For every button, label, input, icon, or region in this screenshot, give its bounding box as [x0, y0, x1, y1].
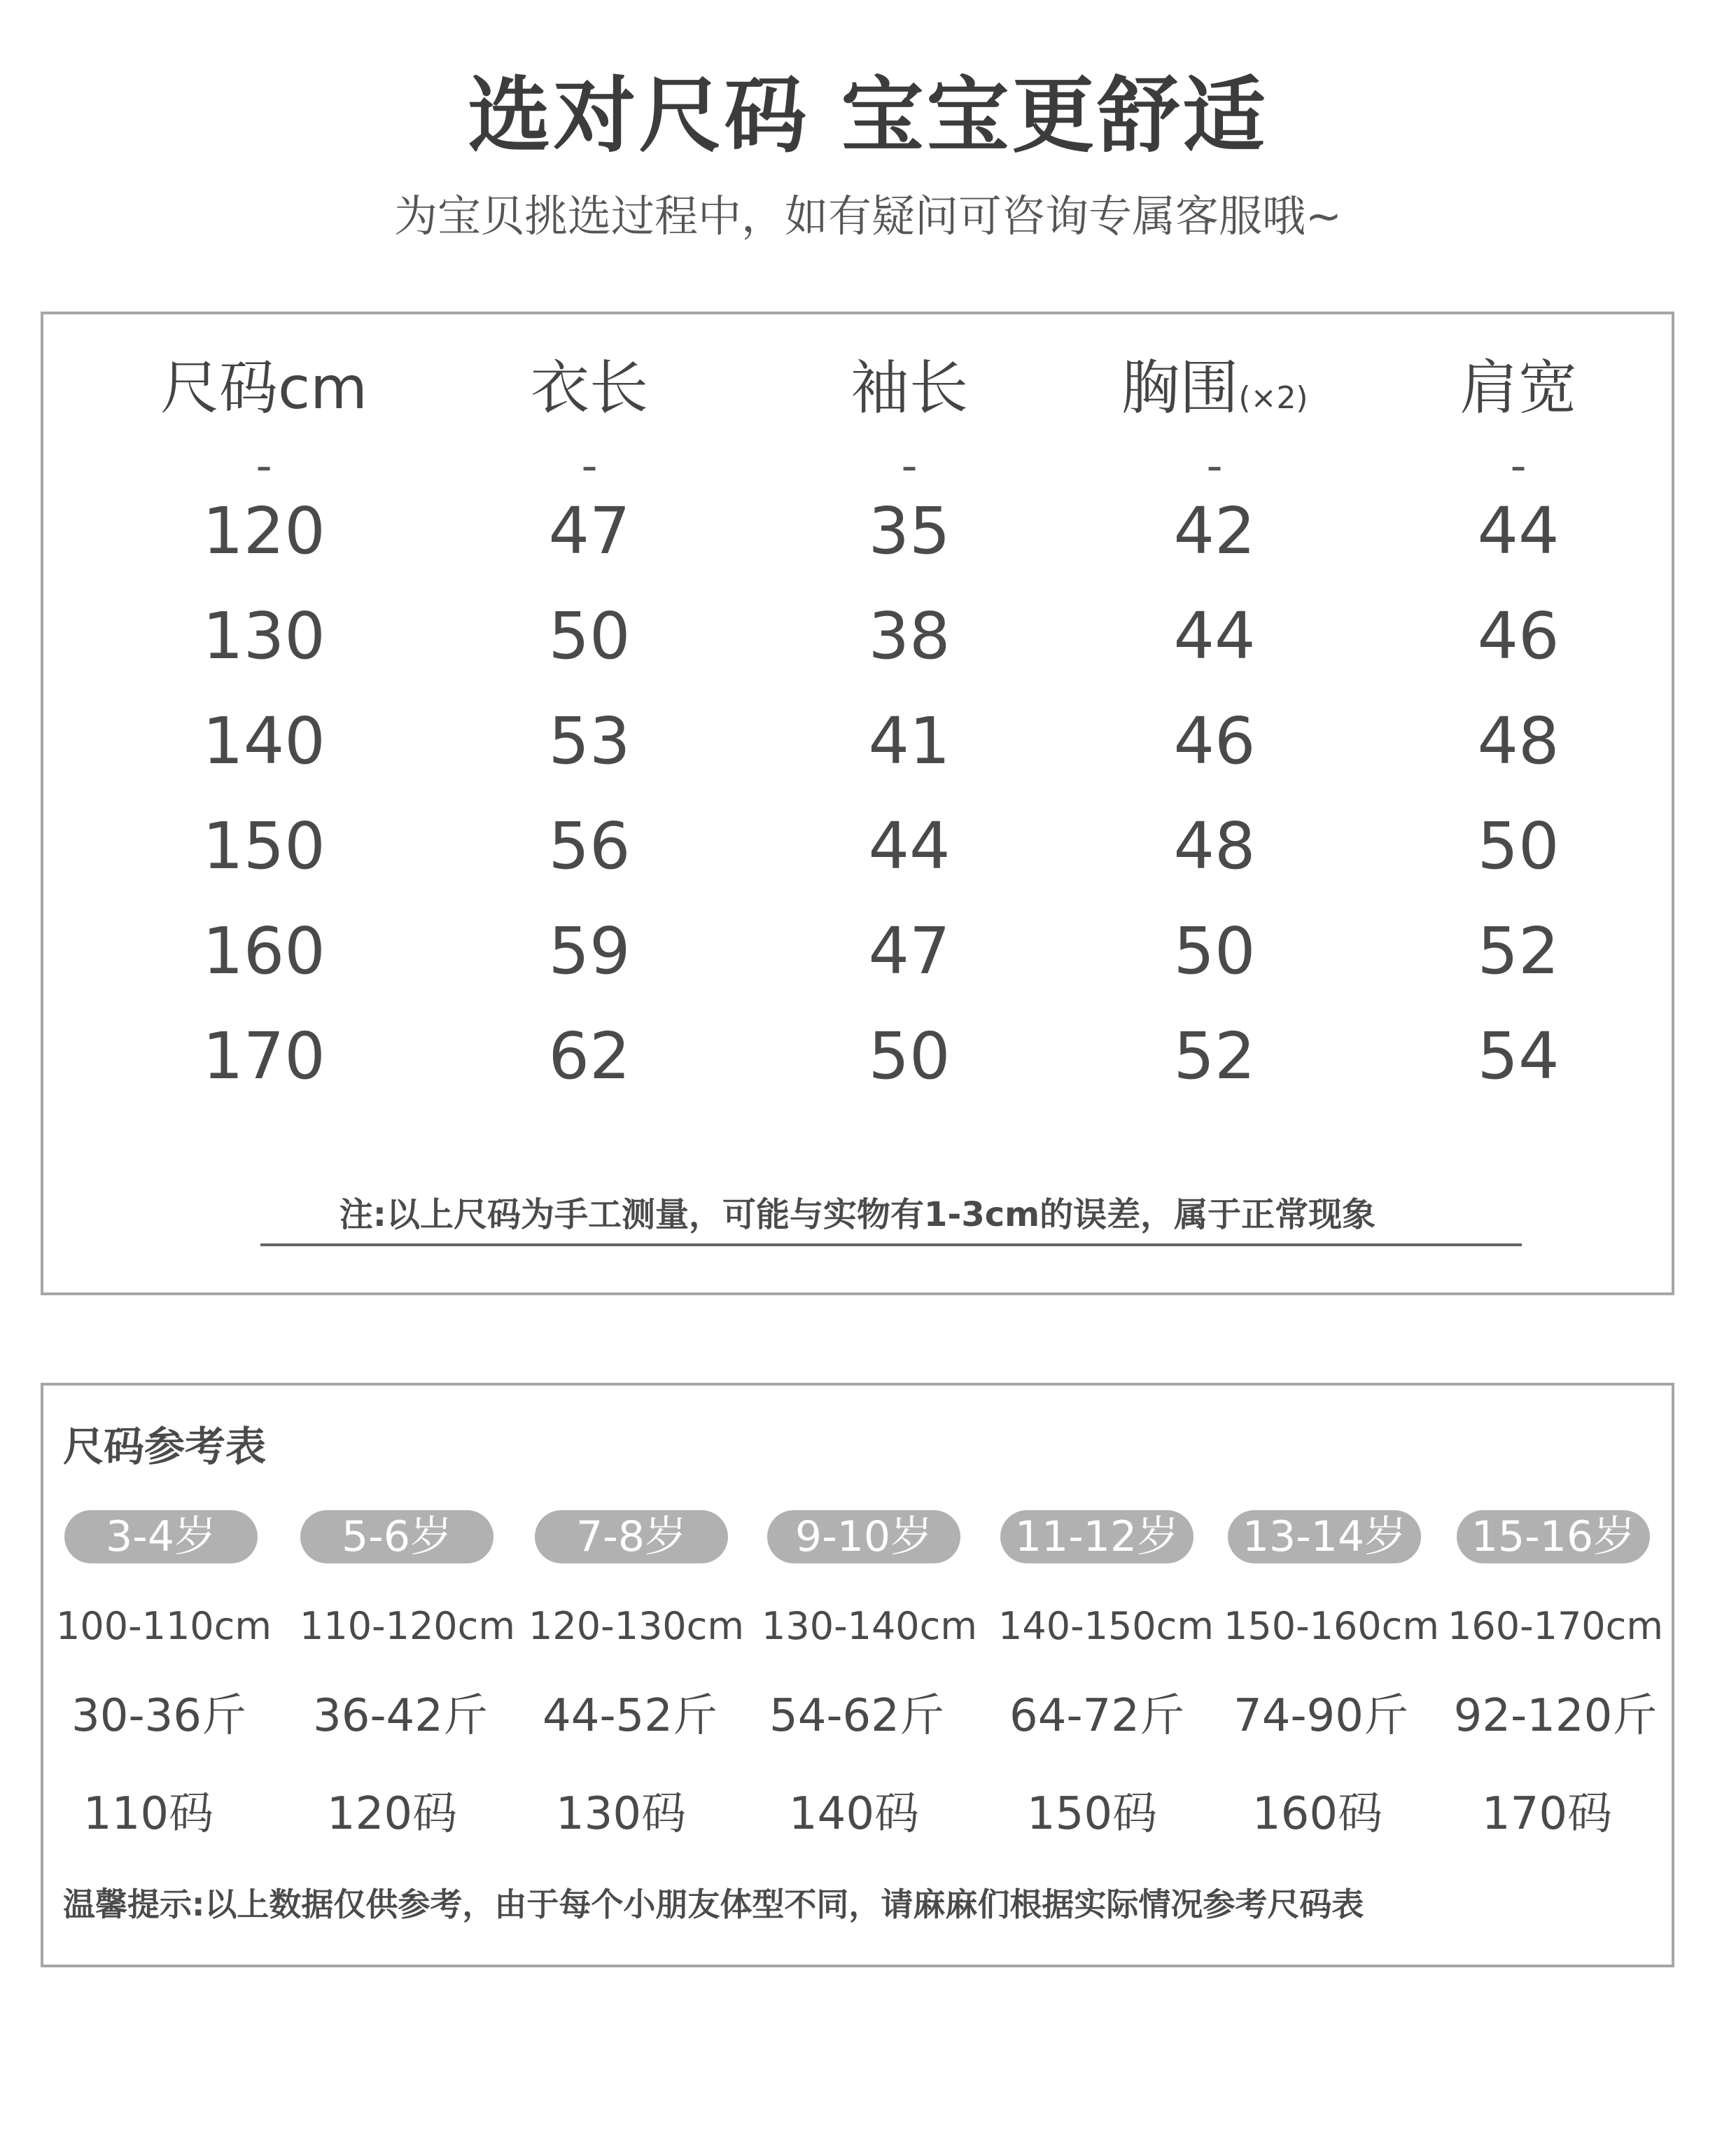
table-cell: 52 [1173, 1019, 1256, 1094]
weight-range: 44-52斤 [542, 1690, 718, 1742]
age-badge: 15-16岁 [1457, 1510, 1650, 1563]
table-cell: 47 [868, 914, 951, 989]
table-cell: 62 [548, 1019, 631, 1094]
table-cell: 59 [548, 914, 631, 989]
table-cell: 140 [202, 704, 326, 779]
table-cell: 35 [868, 494, 951, 569]
age-badge: 5-6岁 [300, 1510, 493, 1563]
age-badge: 7-8岁 [535, 1510, 728, 1563]
measurement-note: 注:以上尺码为手工测量，可能与实物有1-3cm的误差，属于正常现象 [339, 1195, 1376, 1234]
table-cell: 42 [1173, 494, 1256, 569]
age-badge: 9-10岁 [767, 1510, 960, 1563]
weight-range: 54-62斤 [769, 1690, 944, 1742]
weight-range: 36-42斤 [313, 1690, 488, 1742]
height-range: 130-140cm [762, 1604, 977, 1648]
table-cell: 47 [548, 494, 631, 569]
header-label: 肩宽 [1459, 354, 1578, 422]
note-underline [260, 1243, 1522, 1246]
page-title: 选对尺码 宝宝更舒适 [468, 67, 1268, 164]
table-cell: 120 [202, 494, 326, 569]
header-dash: - [255, 440, 272, 492]
height-range: 100-110cm [56, 1604, 272, 1648]
size-label: 110码 [83, 1788, 214, 1840]
length-header [531, 353, 648, 424]
header-dash: - [581, 440, 598, 492]
height-range: 150-160cm [1224, 1604, 1439, 1648]
table-cell: 50 [1477, 809, 1560, 884]
size-label: 120码 [326, 1788, 458, 1840]
size-label: 140码 [788, 1788, 920, 1840]
table-cell: 44 [1173, 599, 1256, 674]
size-label: 170码 [1481, 1788, 1613, 1840]
shoulder-header [1460, 353, 1577, 424]
weight-range: 92-120斤 [1453, 1690, 1658, 1742]
header-dash: - [1510, 440, 1527, 492]
page-subtitle: 为宝贝挑选过程中，如有疑问可咨询专属客服哦~ [394, 190, 1342, 242]
table-cell: 50 [868, 1019, 951, 1094]
age-badge: 13-14岁 [1228, 1510, 1421, 1563]
age-badge: 11-12岁 [1000, 1510, 1194, 1563]
table-cell: 48 [1477, 704, 1560, 779]
age-badge: 3-4岁 [64, 1510, 258, 1563]
table-cell: 44 [1477, 494, 1560, 569]
table-cell: 130 [202, 599, 326, 674]
header-label: 胸围 [1121, 354, 1239, 422]
size-table [41, 312, 1674, 1295]
table-cell: 52 [1477, 914, 1560, 989]
table-cell: 46 [1477, 599, 1560, 674]
header-label: 衣长 [530, 354, 649, 422]
size-label: 150码 [1026, 1788, 1158, 1840]
header-label: 袖长 [850, 354, 969, 422]
weight-range: 74-90斤 [1233, 1690, 1408, 1742]
sleeve-header [850, 353, 968, 424]
height-range: 120-130cm [528, 1604, 744, 1648]
reference-tip: 温馨提示:以上数据仅供参考，由于每个小朋友体型不同，请麻麻们根据实际情况参考尺码表 [63, 1885, 1364, 1923]
weight-range: 64-72斤 [1009, 1690, 1184, 1742]
height-range: 110-120cm [300, 1604, 515, 1648]
table-cell: 46 [1173, 704, 1256, 779]
size-label: 130码 [555, 1788, 687, 1840]
table-cell: 160 [202, 914, 326, 989]
chest-header [1121, 353, 1308, 424]
weight-range: 30-36斤 [71, 1690, 246, 1742]
table-cell: 56 [548, 809, 631, 884]
size-label: 160码 [1252, 1788, 1383, 1840]
table-cell: 50 [548, 599, 631, 674]
table-cell: 44 [868, 809, 951, 884]
table-cell: 53 [548, 704, 631, 779]
reference-title: 尺码参考表 [63, 1423, 267, 1470]
table-cell: 41 [868, 704, 951, 779]
table-cell: 50 [1173, 914, 1256, 989]
height-range: 160-170cm [1448, 1604, 1663, 1648]
header-label: 尺码cm [160, 354, 368, 422]
height-range: 140-150cm [998, 1604, 1214, 1648]
header-sub-label: (×2) [1238, 380, 1308, 416]
table-cell: 38 [868, 599, 951, 674]
header-dash: - [1206, 440, 1223, 492]
table-cell: 54 [1477, 1019, 1560, 1094]
table-cell: 150 [202, 809, 326, 884]
size-header [160, 353, 368, 424]
table-cell: 48 [1173, 809, 1256, 884]
header-dash: - [901, 440, 918, 492]
size-reference-table [41, 1383, 1674, 1967]
table-cell: 170 [202, 1019, 326, 1094]
